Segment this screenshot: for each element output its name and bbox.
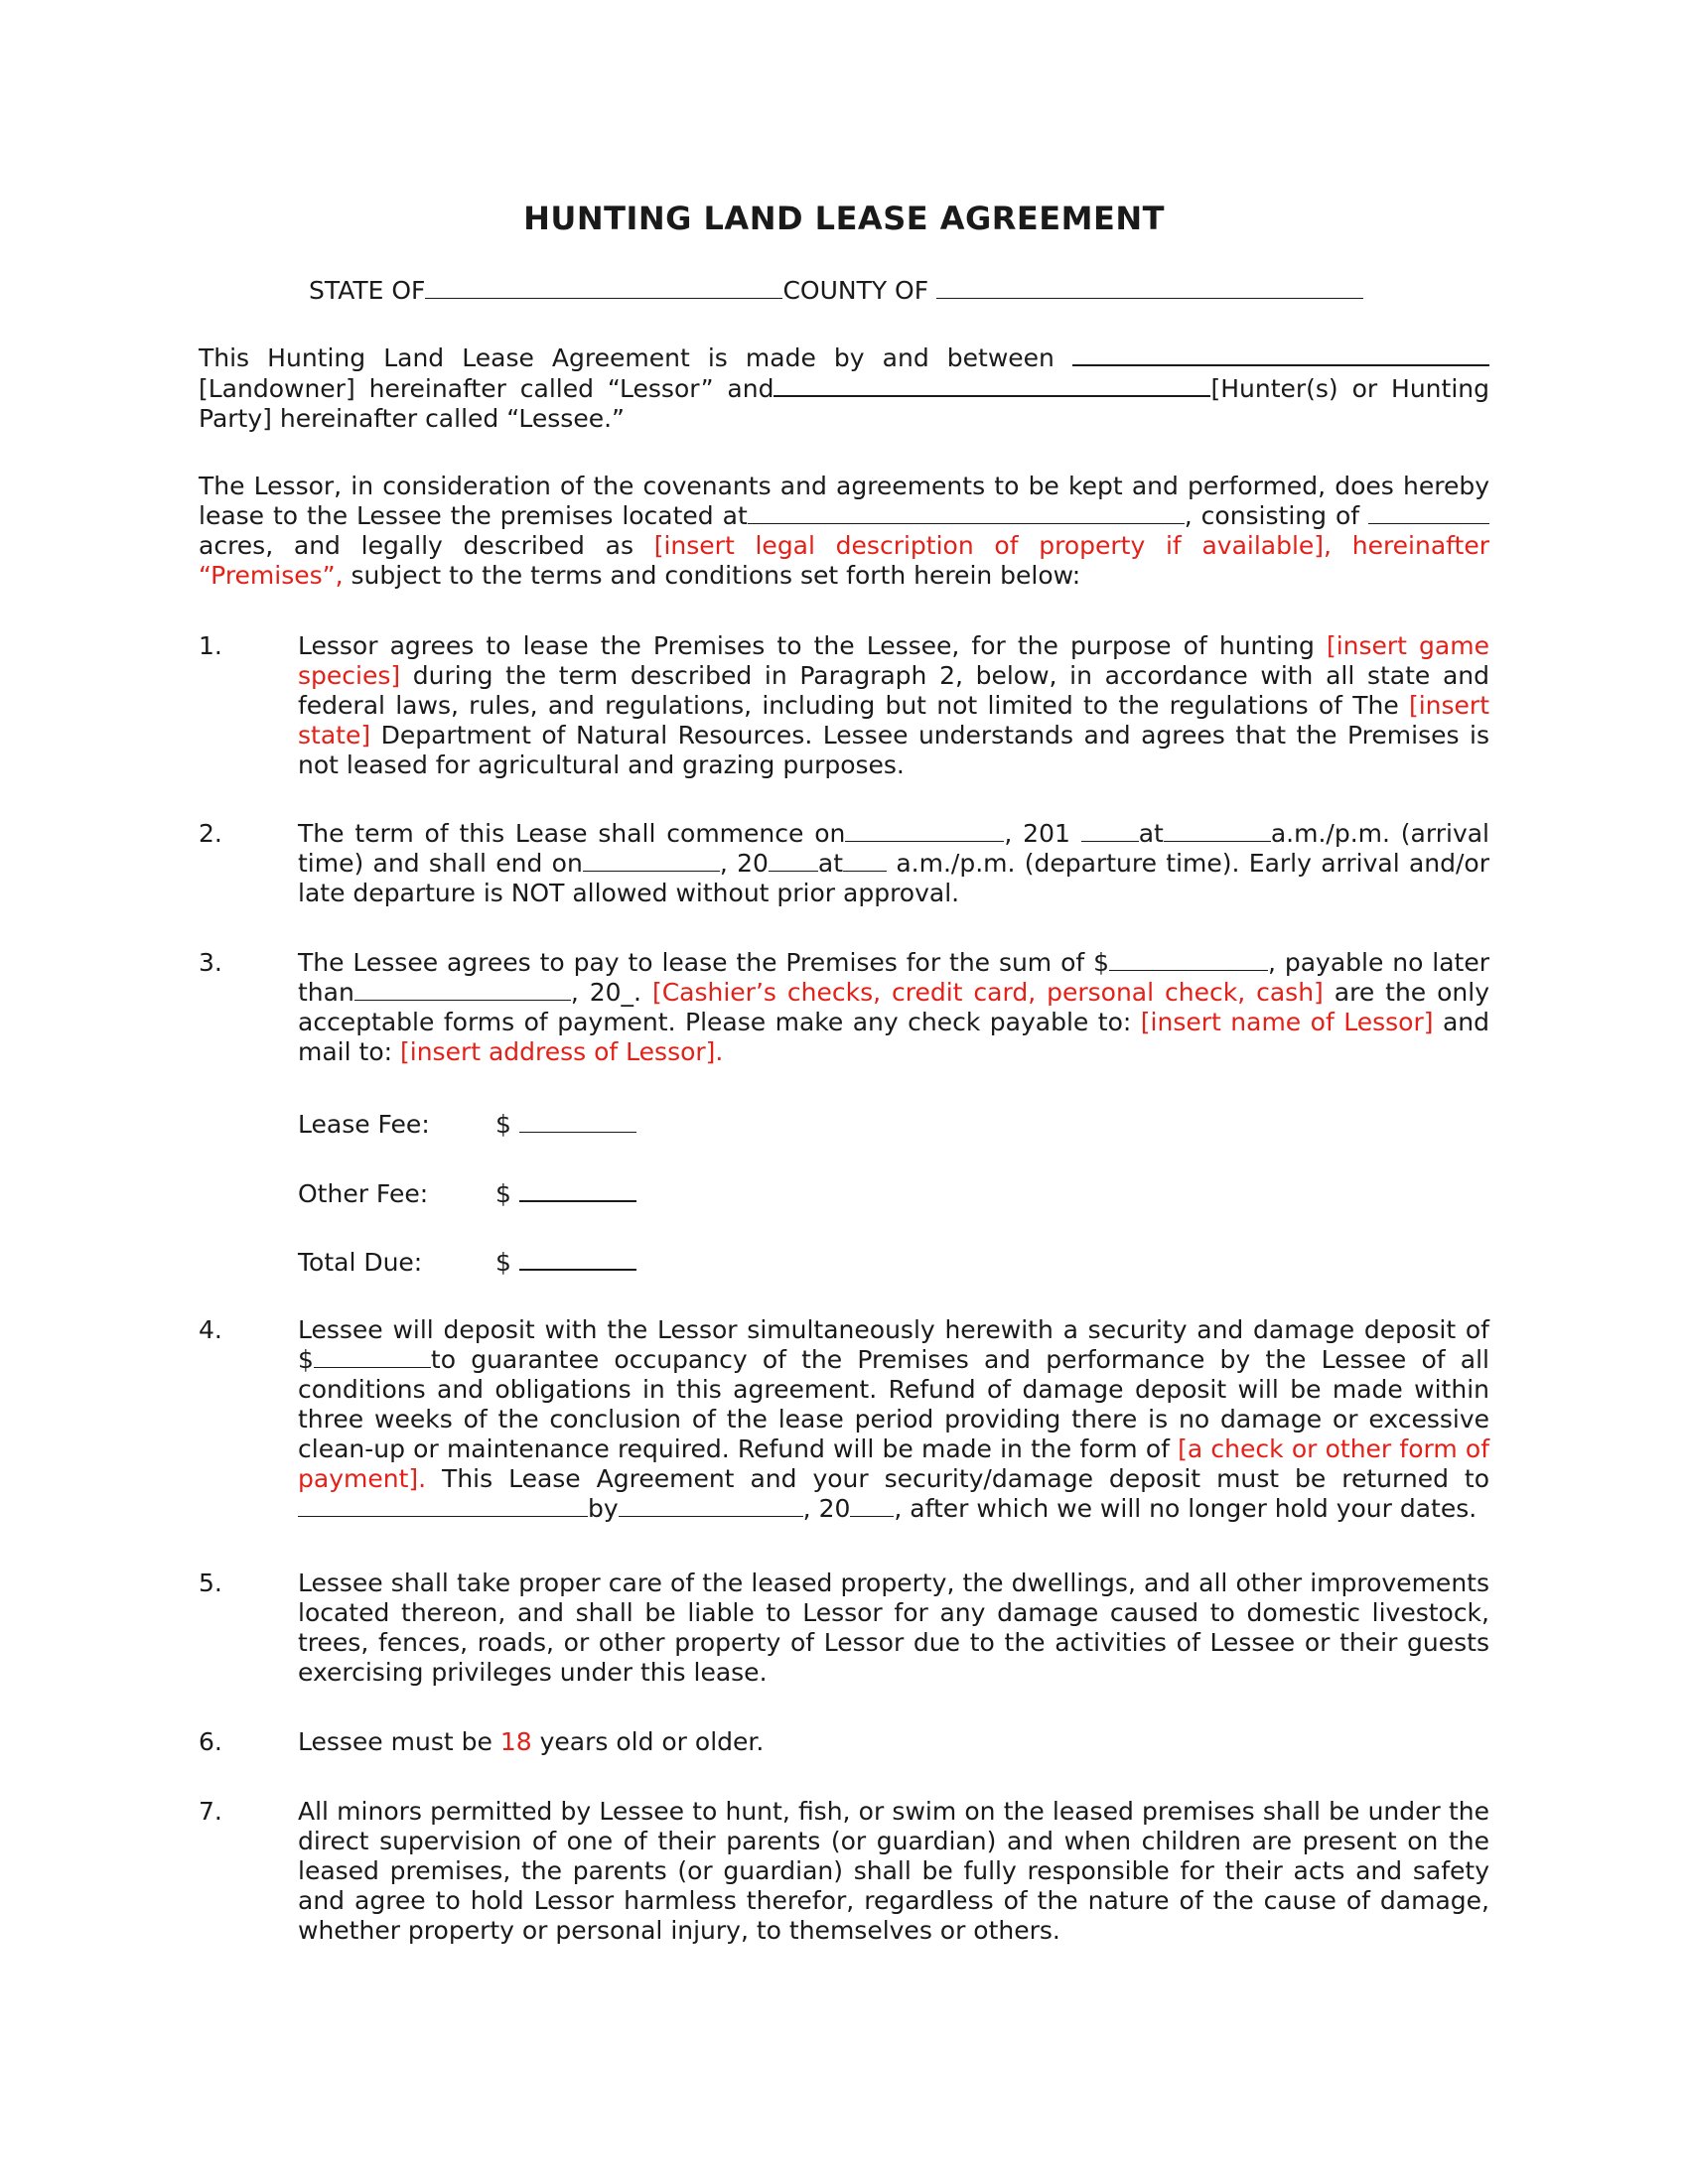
other-fee-row <box>298 1178 636 1209</box>
consideration-text-d: subject to the terms and conditions set forth herein below: <box>351 561 1081 590</box>
state-county-line <box>309 276 1363 306</box>
clause-number: 6. <box>199 1727 222 1756</box>
state-placeholder: [insert state] <box>298 691 1489 750</box>
other-fee-label: Other Fee: <box>298 1179 429 1208</box>
start-year-blank[interactable] <box>1081 819 1139 842</box>
clause-text: Lessor agrees to lease the Premises to the Lessee, for the purpose of hunting <box>298 631 1315 660</box>
clause-body: All minors permitted by Lessee to hunt, fish, or swim on the leased premises shall be under the direct supervision of one of their parents (or guardian) and when children are present on the leased premises, the parents (or guardian) shall be fully responsible for their acts and safety and agree to hold Lessor harmless therefor, regardless of the nature of the cause of damage, whether property or personal injury, to themselves or others. <box>298 1797 1489 1945</box>
clause-text: , 20 <box>719 849 769 878</box>
clause-body <box>298 631 1489 780</box>
lease-sum-blank[interactable] <box>1109 948 1268 971</box>
clause-text: years old or older. <box>539 1727 765 1756</box>
clause-number: 5. <box>199 1569 222 1597</box>
intro-text-2: [Landowner] hereinafter called “Lessor” and <box>199 374 774 403</box>
clause-number: 2. <box>199 819 222 848</box>
lessor-address-placeholder: [insert address of Lessor]. <box>400 1037 724 1066</box>
clause-text: a.m./p.m. (arrival time) and shall end on <box>298 819 1489 878</box>
clause-body: Lessee shall take proper care of the leased property, the dwellings, and all other improvements located thereon, and shall be liable to Lessor for any damage caused to domestic livestock, trees, fences, roads, or other property of Lessor due to the activities of Lessee or their guests exercising privileges under this lease. <box>298 1569 1489 1687</box>
clause-text: , payable no later than <box>298 948 1490 1007</box>
county-label: COUNTY OF <box>782 276 929 305</box>
clause-text: The Lessee agrees to pay to lease the Premises for the sum of $ <box>298 948 1109 977</box>
clause-body <box>298 819 1489 908</box>
end-time-blank[interactable] <box>843 849 887 872</box>
consideration-paragraph <box>199 472 1489 591</box>
clause-text: a.m./p.m. (departure time). Early arrival and/or late departure is NOT allowed without prior approval. <box>298 849 1490 907</box>
currency-symbol: $ <box>495 1179 511 1208</box>
clause-text: Department of Natural Resources. Lessee understands and agrees that the Premises is not leased for agricultural and grazing purposes. <box>298 721 1489 779</box>
clause-number: 4. <box>199 1315 222 1344</box>
clause-body <box>298 1315 1489 1524</box>
payment-methods-placeholder: [Cashier’s checks, credit card, personal check, cash] <box>651 978 1324 1007</box>
consideration-text-a: The Lessor, in consideration of the covenants and agreements to be kept and performed, does hereby lease to the Lessee the premises located at <box>199 472 1489 530</box>
return-year-blank[interactable] <box>850 1494 894 1517</box>
hunter-blank[interactable] <box>774 373 1210 397</box>
return-by-date-blank[interactable] <box>619 1494 803 1517</box>
lessor-name-placeholder: [insert name of Lessor] <box>1140 1008 1434 1036</box>
clause-text: , 20 <box>802 1494 851 1523</box>
consideration-text-c: acres, and legally described as <box>199 531 633 560</box>
landowner-blank[interactable] <box>1072 342 1489 366</box>
minimum-age-placeholder: 18 <box>499 1727 532 1756</box>
payment-date-blank[interactable] <box>354 978 571 1001</box>
clause-text: The term of this Lease shall commence on <box>298 819 846 848</box>
document-title: HUNTING LAND LEASE AGREEMENT <box>523 200 1165 237</box>
clause-text: by <box>588 1494 619 1523</box>
end-date-blank[interactable] <box>583 849 720 872</box>
clause-text: This Lease Agreement and your security/damage deposit must be returned to <box>442 1464 1490 1493</box>
return-to-blank[interactable] <box>298 1494 588 1517</box>
clause-body <box>298 948 1489 1067</box>
clause-text: , 201 <box>1004 819 1070 848</box>
clause-text: , 20_. <box>570 978 641 1007</box>
clause-text: at <box>1138 819 1164 848</box>
clause-number: 1. <box>199 631 222 660</box>
clause-number: 3. <box>199 948 222 977</box>
intro-text-1: This Hunting Land Lease Agreement is made by and between <box>199 343 1055 372</box>
clause-text: during the term described in Paragraph 2, below, in accordance with all state and federal laws, rules, and regulations, including but not limited to the regulations of The <box>298 661 1489 720</box>
intro-paragraph <box>199 342 1489 434</box>
clause-text: Lessee must be <box>298 1727 492 1756</box>
clause-text: to guarantee occupancy of the Premises and performance by the Lessee of all conditions and obligations in this agreement. Refund of damage deposit will be made within three weeks of the conclusion of the lease period providing there is no damage or excessive clean-up or maintenance required. Refund will be made in the form of <box>298 1345 1489 1463</box>
lease-fee-label: Lease Fee: <box>298 1110 430 1139</box>
intro-text-3: [Hunter(s) or Hunting Party] hereinafter called “Lessee.” <box>199 374 1489 433</box>
total-due-blank[interactable] <box>519 1247 636 1271</box>
legal-description-placeholder: [insert legal description of property if available], hereinafter “Premises”, <box>199 531 1489 590</box>
lease-fee-row <box>298 1110 636 1140</box>
clause-text: at <box>817 849 844 878</box>
county-blank[interactable] <box>936 276 1363 299</box>
location-blank[interactable] <box>748 501 1185 524</box>
other-fee-blank[interactable] <box>519 1178 636 1202</box>
state-blank[interactable] <box>425 276 782 299</box>
acres-blank[interactable] <box>1368 501 1489 524</box>
total-due-row <box>298 1247 636 1278</box>
total-due-label: Total Due: <box>298 1248 423 1277</box>
currency-symbol: $ <box>495 1248 511 1277</box>
clause-text: Lessee will deposit with the Lessor simultaneously herewith a security and damage deposit of $ <box>298 1315 1489 1374</box>
clause-text: , after which we will no longer hold your dates. <box>894 1494 1477 1523</box>
clause-number: 7. <box>199 1797 222 1826</box>
start-time-blank[interactable] <box>1164 819 1271 842</box>
clause-text: are the only acceptable forms of payment. Please make any check payable to: <box>298 978 1490 1036</box>
currency-symbol: $ <box>495 1110 511 1139</box>
start-date-blank[interactable] <box>845 819 1004 842</box>
game-species-placeholder: [insert game species] <box>298 631 1489 690</box>
clause-text: and mail to: <box>298 1008 1490 1066</box>
state-label: STATE OF <box>309 276 426 305</box>
lease-fee-blank[interactable] <box>519 1110 636 1133</box>
clause-body <box>298 1727 1489 1757</box>
end-year-blank[interactable] <box>769 849 818 872</box>
consideration-text-b: , consisting of <box>1184 501 1360 530</box>
refund-form-placeholder: [a check or other form of payment]. <box>298 1434 1490 1493</box>
deposit-amount-blank[interactable] <box>314 1345 431 1368</box>
